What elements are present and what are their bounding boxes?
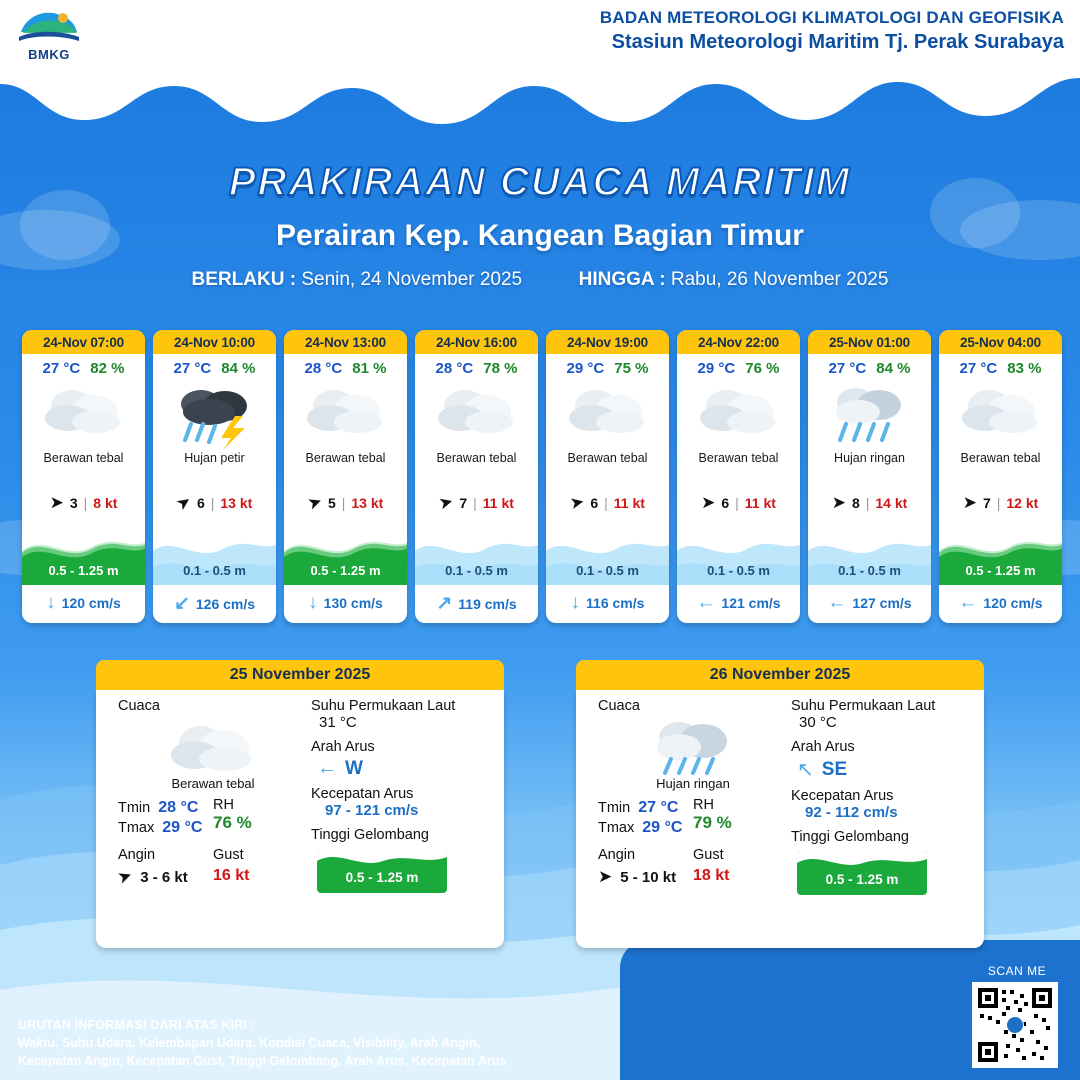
daily-date-1: 25 November 2025 [96,660,504,690]
thunderstorm-icon [153,379,276,451]
valid-to-label: HINGGA : [578,269,666,290]
gust-value-2: 18 kt [693,867,730,884]
hourly-card [546,330,669,623]
hourly-condition: Berawan tebal [567,451,648,465]
wind-separator: | [604,495,608,511]
hourly-wind-speed: 6 [590,495,599,511]
tmax-label-1: Tmax [118,820,155,836]
hourly-condition: Berawan tebal [698,451,779,465]
hourly-current-speed: 127 cm/s [852,595,912,611]
hourly-wave-box [677,523,800,585]
hourly-air-temp: 28 °C [304,360,343,377]
arus-label-2: Arah Arus [791,739,855,755]
hourly-time: 24-Nov 07:00 [22,330,145,354]
hourly-gust: 11 kt [744,495,776,511]
kec-arus-value-1: 97 - 121 cm/s [325,802,419,819]
hourly-humidity: 75 % [614,360,649,377]
valid-from-label: BERLAKU : [191,269,297,290]
hourly-wind-speed: 5 [327,495,336,511]
hourly-wave-box [153,523,276,585]
hourly-condition: Berawan tebal [305,451,386,465]
arus-label-1: Arah Arus [311,739,375,755]
angin-value-2: 5 - 10 kt [620,868,677,886]
hourly-time: 24-Nov 10:00 [153,330,276,354]
hourly-wave-height: 0.5 - 1.25 m [965,563,1036,578]
daily-panel-1 [96,660,504,948]
kec-arus-label-1: Kecepatan Arus [311,786,414,802]
daily-condition-2: Hujan ringan [656,776,730,791]
hourly-card [415,330,538,623]
validity-row [0,269,1080,291]
hourly-wave-height: 0.1 - 0.5 m [707,563,770,578]
area-name: Perairan Kep. Kangean Bagian Timur [276,219,804,252]
wind-direction-arrow-icon: ➤ [172,490,195,515]
wave-label-1: Tinggi Gelombang [311,827,429,843]
tmax-value-2: 29 °C [642,819,683,836]
rh-label-2: RH [693,797,714,813]
hourly-wave-box [22,523,145,585]
hourly-time: 24-Nov 13:00 [284,330,407,354]
header-bar [0,0,1080,72]
current-direction-arrow-icon: ↗ [436,593,453,614]
cloudy-icon [284,379,407,451]
hourly-wave-height: 0.1 - 0.5 m [183,563,246,578]
hourly-wind-speed: 7 [982,495,991,511]
hourly-wave-box [546,523,669,585]
wind-direction-arrow-icon: ➤ [962,493,977,512]
hourly-condition: Hujan petir [184,451,245,465]
hourly-air-temp: 29 °C [697,360,736,377]
rain-icon [598,716,788,780]
cloudy-icon [22,379,145,451]
hourly-air-temp: 28 °C [435,360,474,377]
angin-value-1: 3 - 6 kt [140,868,188,886]
hourly-gust: 13 kt [351,495,384,511]
rh-value-1: 76 % [213,813,252,832]
hourly-card [677,330,800,623]
hourly-gust: 8 kt [93,495,118,511]
current-direction-arrow-icon: ↓ [46,592,56,613]
tmin-label-1: Tmin [118,800,151,816]
wind-direction-arrow-icon: ➤ [598,867,613,886]
wind-direction-arrow-icon: ➤ [49,493,64,512]
wind-separator: | [996,495,1001,511]
agency-title [600,8,1064,54]
wave-box-2 [797,851,927,895]
wind-separator: | [83,495,88,511]
rain-icon [808,379,931,451]
bmkg-logo-label: BMKG [28,47,70,62]
hourly-condition: Berawan tebal [436,451,517,465]
cloudy-icon [118,716,308,780]
hourly-wave-height: 0.1 - 0.5 m [576,563,639,578]
rh-label-1: RH [213,797,234,813]
wind-separator: | [473,495,477,511]
qr-code-icon[interactable] [972,982,1058,1068]
angin-label-2: Angin [598,847,636,863]
hourly-card [22,330,145,623]
hourly-air-temp: 27 °C [959,360,998,377]
current-direction-arrow-icon: ← [317,757,337,779]
tmax-label-2: Tmax [598,820,635,836]
hourly-current-speed: 119 cm/s [458,595,517,612]
hourly-current-speed: 130 cm/s [323,595,383,611]
qr-block [972,964,1062,1068]
current-direction-arrow-icon: ↓ [308,592,318,613]
tmax-value-1: 29 °C [162,819,203,836]
current-direction-arrow-icon: ↓ [570,592,581,613]
cloudy-icon [677,379,800,451]
hourly-time: 24-Nov 22:00 [677,330,800,354]
legend-line-2: Waktu, Suhu Udara, Kelembapan Udara, Kondisi Cuaca, Visibility, Arah Angin, [18,1035,481,1050]
hourly-time: 24-Nov 19:00 [546,330,669,354]
hourly-current-speed: 120 cm/s [983,595,1043,611]
hourly-air-temp: 27 °C [42,360,81,377]
angin-label-1: Angin [118,847,156,863]
hourly-wind-speed: 3 [69,495,78,511]
wind-separator: | [341,495,346,511]
wave-value-1: 0.5 - 1.25 m [345,870,419,885]
daily-cuaca-label-1: Cuaca [118,698,160,714]
daily-panel-2 [576,660,984,948]
wind-separator: | [735,495,739,511]
hourly-wave-height: 0.5 - 1.25 m [48,563,119,578]
cloudy-icon [939,379,1062,451]
hourly-gust: 14 kt [875,495,908,511]
legend-line-1: URUTAN INFORMASI DARI ATAS KIRI : [18,1017,256,1032]
hourly-air-temp: 29 °C [566,360,605,377]
tmin-value-1: 28 °C [158,799,199,816]
wind-direction-arrow-icon: ➤ [436,491,456,514]
hourly-current-speed: 121 cm/s [721,595,781,611]
hourly-current-speed: 120 cm/s [61,595,121,611]
hourly-humidity: 84 % [221,360,256,377]
hourly-humidity: 83 % [1007,360,1042,377]
wind-direction-arrow-icon: ➤ [701,493,716,512]
hourly-wind-speed: 6 [721,495,730,511]
hourly-time: 24-Nov 16:00 [415,330,538,354]
cloudy-icon [415,379,538,451]
kec-arus-label-2: Kecepatan Arus [791,788,894,804]
kec-arus-value-2: 92 - 112 cm/s [805,804,898,821]
current-direction-arrow-icon: ← [696,592,716,613]
sst-value-2: 30 °C [799,714,837,731]
scan-me-label: SCAN ME [987,964,1047,978]
hourly-current-speed: 126 cm/s [195,595,256,612]
gust-value-1: 16 kt [213,867,250,884]
wind-separator: | [865,495,870,511]
page-title: PRAKIRAAN CUACA MARITIM [228,160,852,204]
hourly-condition: Berawan tebal [960,451,1041,465]
hourly-gust: 11 kt [482,495,514,511]
hourly-wave-height: 0.1 - 0.5 m [445,563,508,578]
wind-separator: | [210,495,215,511]
hourly-forecast-list [22,330,1062,623]
hourly-card [284,330,407,623]
agency-line-1: BADAN METEOROLOGI KLIMATOLOGI DAN GEOFISIKA [599,8,1064,27]
valid-to-value: Rabu, 26 November 2025 [670,269,889,290]
hourly-gust: 13 kt [220,495,253,511]
header-cloud-band [0,62,1080,132]
hourly-condition: Hujan ringan [834,451,905,465]
hourly-time: 25-Nov 01:00 [808,330,931,354]
current-direction-arrow-icon: ↖ [797,759,814,781]
arus-direction-2: SE [821,758,848,780]
title-block [0,160,1080,291]
hourly-card [808,330,931,623]
daily-date-2: 26 November 2025 [576,660,984,690]
hourly-wind-speed: 6 [196,495,205,511]
hourly-wind-speed: 7 [459,495,468,511]
wind-direction-arrow-icon: ➤ [831,493,846,512]
sst-label-1: Suhu Permukaan Laut [311,698,456,714]
current-direction-arrow-icon: ← [827,592,847,613]
hourly-wind-speed: 8 [851,495,860,511]
hourly-air-temp: 27 °C [173,360,212,377]
hourly-card [939,330,1062,623]
hourly-humidity: 78 % [483,360,518,377]
hourly-wave-height: 0.5 - 1.25 m [310,563,381,578]
bmkg-logo [14,6,84,62]
hourly-wave-box [284,523,407,585]
hourly-wave-box [808,523,931,585]
hourly-time: 25-Nov 04:00 [939,330,1062,354]
hourly-condition: Berawan tebal [43,451,124,465]
wave-label-2: Tinggi Gelombang [791,829,909,845]
wave-box-1 [317,849,447,893]
wind-direction-arrow-icon: ➤ [304,491,325,514]
hourly-wave-box [415,523,538,585]
wind-direction-arrow-icon: ➤ [115,865,135,888]
hourly-current-speed: 116 cm/s [586,595,645,611]
valid-from-value: Senin, 24 November 2025 [301,269,523,290]
current-direction-arrow-icon: ↙ [173,593,190,614]
bmkg-logo-icon [17,6,81,46]
wave-value-2: 0.5 - 1.25 m [825,872,899,887]
hourly-humidity: 84 % [876,360,911,377]
hourly-gust: 12 kt [1006,495,1039,511]
hourly-wave-height: 0.1 - 0.5 m [838,563,901,578]
hourly-air-temp: 27 °C [828,360,867,377]
hourly-wave-box [939,523,1062,585]
wind-direction-arrow-icon: ➤ [568,491,587,514]
gust-label-2: Gust [693,847,724,863]
arus-direction-1: W [345,757,363,779]
sst-value-1: 31 °C [319,714,357,731]
gust-label-1: Gust [213,847,244,863]
daily-cuaca-label-2: Cuaca [598,698,640,714]
agency-line-2: Stasiun Meteorologi Maritim Tj. Perak Surabaya [611,31,1064,53]
hourly-humidity: 82 % [90,360,125,377]
rh-value-2: 79 % [693,813,732,832]
legend-note [18,1016,506,1070]
sst-label-2: Suhu Permukaan Laut [791,698,936,714]
daily-condition-1: Berawan tebal [171,776,255,791]
hourly-humidity: 81 % [352,360,387,377]
current-direction-arrow-icon: ← [958,592,978,613]
hourly-gust: 11 kt [613,495,645,511]
tmin-label-2: Tmin [598,800,631,816]
legend-line-3: Kecepatan Angin, Kecepatan Gust, Tinggi Gelombang, Arah Arus, Kecepatan Arus [18,1053,507,1068]
cloudy-icon [546,379,669,451]
tmin-value-2: 27 °C [638,799,679,816]
hourly-card [153,330,276,623]
hourly-humidity: 76 % [745,360,780,377]
